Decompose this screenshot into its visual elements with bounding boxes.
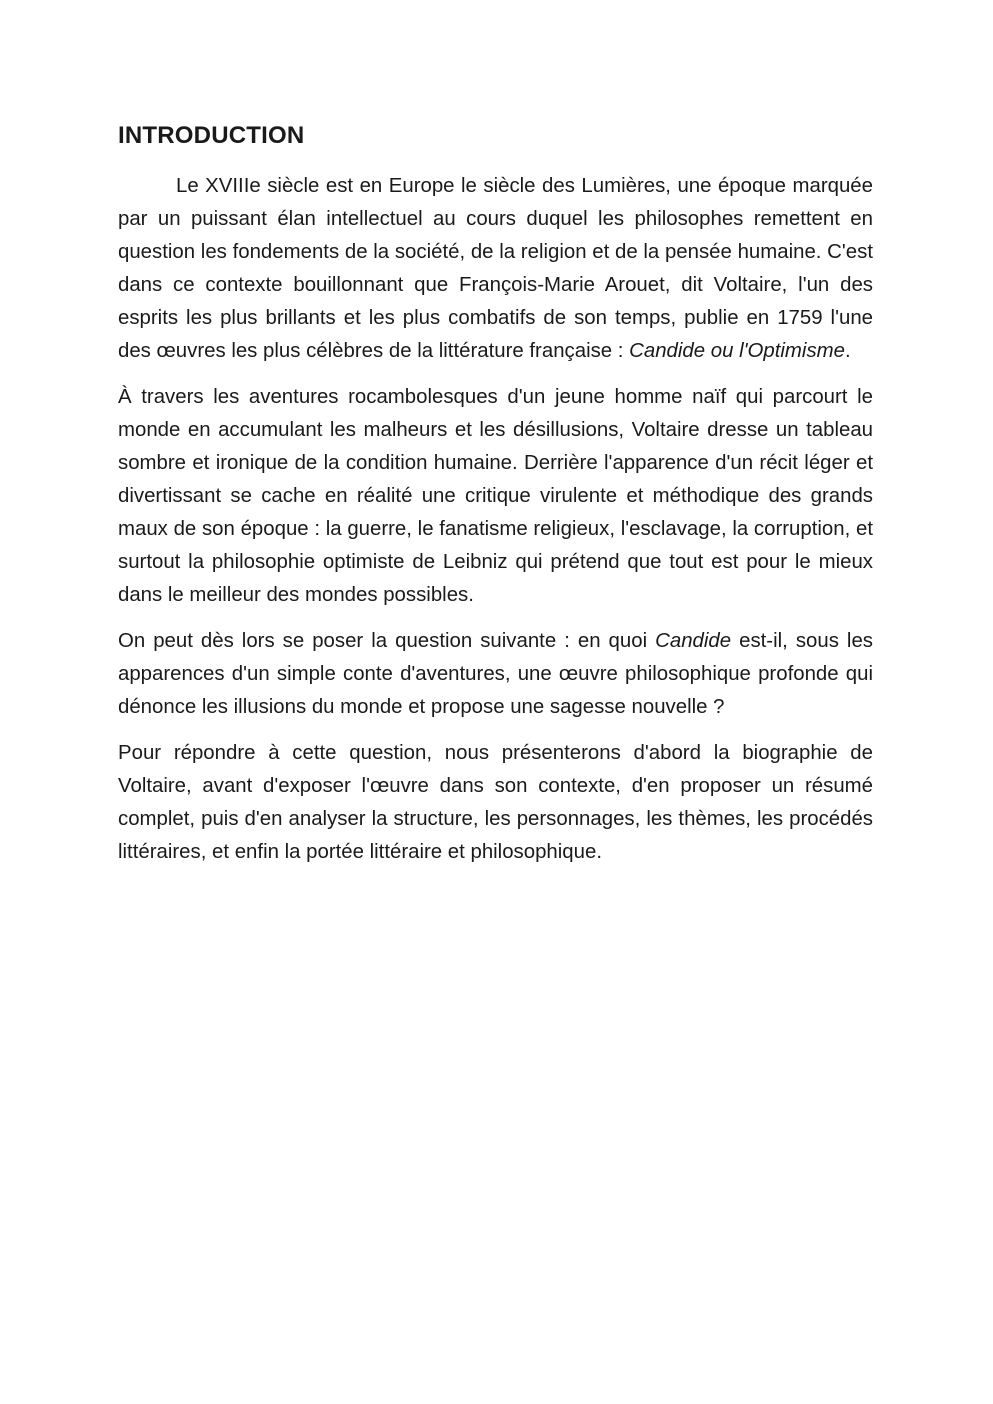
paragraph-text: À travers les aventures rocambolesques d'un jeune homme naïf qui parcourt le monde en accumulant les malheurs et les désillusions, Voltaire dresse un tableau sombre et ironique de la condition humaine. Derrière l'apparence d'un récit léger et divertissant se cache en réalité une critique virulente et méthodique des grands maux de son époque : la guerre, le fanatisme religieux, l'esclavage, la corruption, et surtout la philosophie optimiste de Leibniz qui prétend que tout est pour le mieux dans le meilleur des mondes possibles. — [118, 386, 873, 606]
paragraph-plan — [118, 737, 873, 869]
paragraph-problematic — [118, 625, 873, 724]
paragraph-text: On peut dès lors se poser la question suivante : en quoi — [118, 630, 656, 652]
paragraph-text: Le XVIIIe siècle est en Europe le siècle des Lumières, une époque marquée par un puissant élan intellectuel au cours duquel les philosophes remettent en question les fondements de la société, de la religion et de la pensée humaine. C'est dans ce contexte bouillonnant que François-Marie Arouet, dit Voltaire, l'un des esprits les plus brillants et les plus combatifs de son temps, publie en 1759 l'une des œuvres les plus célèbres de la littérature française : — [118, 175, 873, 362]
book-title-italic: Candide — [655, 630, 732, 652]
paragraph-text: . — [844, 340, 851, 362]
paragraph-intro — [118, 170, 873, 368]
paragraph-text: Pour répondre à cette question, nous présenterons d'abord la biographie de Voltaire, avant d'exposer l'œuvre dans son contexte, d'en proposer un résumé complet, puis d'en analyser la structure, les personnages, les thèmes, les procédés littéraires, et enfin la portée littéraire et philosophique. — [118, 742, 873, 863]
page-title: INTRODUCTION — [118, 122, 305, 149]
paragraph-text: est-il, sous les apparences d'un simple conte d'aventures, une œuvre philosophique profonde qui dénonce les illusions du monde et propose une sagesse nouvelle ? — [118, 630, 873, 718]
book-title-italic: Candide ou l'Optimisme — [629, 340, 845, 362]
document-page — [118, 118, 873, 882]
paragraph-critique — [118, 381, 873, 612]
